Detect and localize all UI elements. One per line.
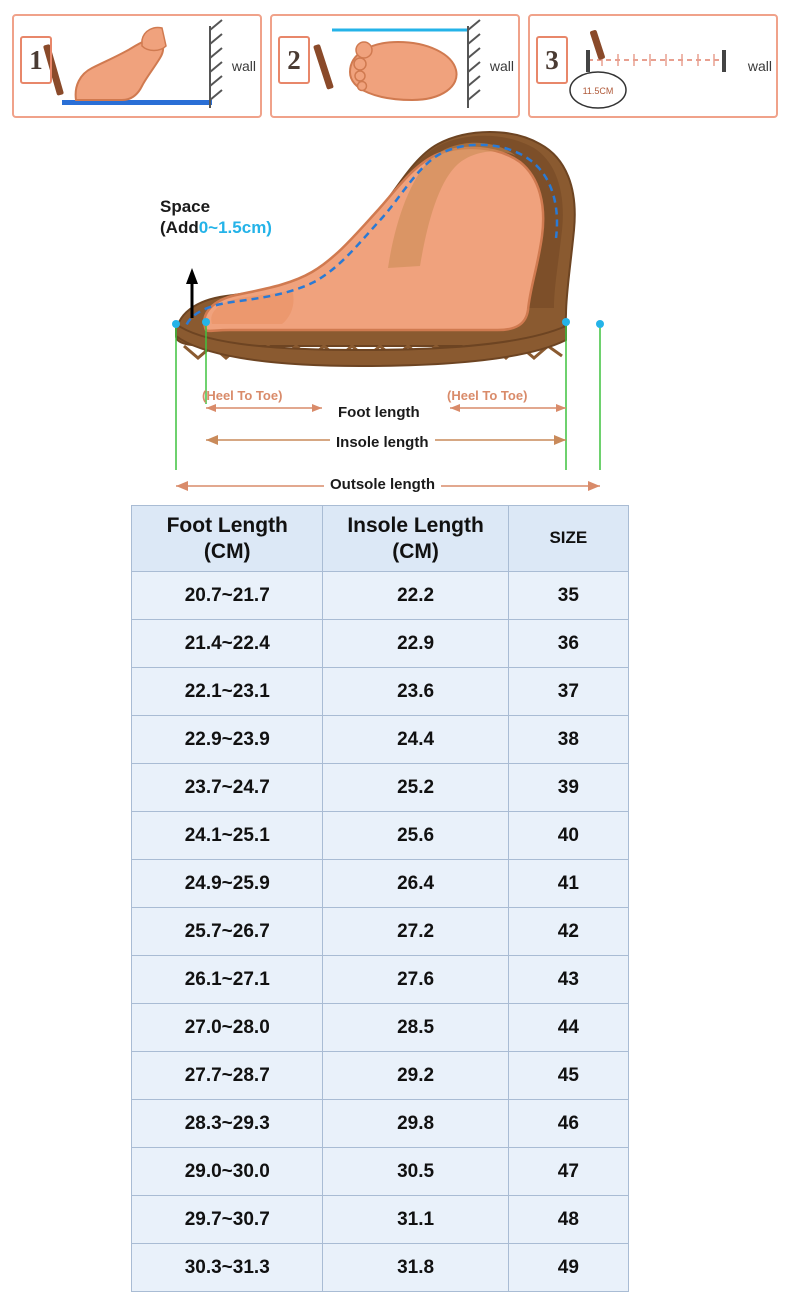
space-label-prefix: (Add <box>160 218 199 238</box>
cell-size: 41 <box>508 860 628 908</box>
measurement-steps-strip <box>12 14 778 118</box>
cell-insole-length: 25.2 <box>323 764 508 812</box>
step-3-ruler-note: 11.5CM <box>582 86 614 96</box>
cell-insole-length: 26.4 <box>323 860 508 908</box>
cell-foot-length: 30.3~31.3 <box>132 1244 323 1292</box>
cell-size: 37 <box>508 668 628 716</box>
cell-foot-length: 29.7~30.7 <box>132 1196 323 1244</box>
table-row <box>132 860 629 908</box>
header-size: SIZE <box>508 506 628 572</box>
table-row <box>132 1004 629 1052</box>
table-row <box>132 1100 629 1148</box>
step-1-wall-label: wall <box>231 58 256 74</box>
step-3-number: 3 <box>536 36 568 84</box>
cell-insole-length: 28.5 <box>323 1004 508 1052</box>
cell-size: 40 <box>508 812 628 860</box>
cell-foot-length: 23.7~24.7 <box>132 764 323 812</box>
cell-size: 39 <box>508 764 628 812</box>
table-row <box>132 716 629 764</box>
cell-foot-length: 28.3~29.3 <box>132 1100 323 1148</box>
cell-size: 43 <box>508 956 628 1004</box>
table-row <box>132 668 629 716</box>
step-2-wall-label: wall <box>489 58 514 74</box>
cell-insole-length: 31.1 <box>323 1196 508 1244</box>
cell-insole-length: 31.8 <box>323 1244 508 1292</box>
step-3-panel <box>528 14 778 118</box>
size-chart-table <box>131 505 629 1292</box>
cell-insole-length: 24.4 <box>323 716 508 764</box>
cell-size: 47 <box>508 1148 628 1196</box>
table-row <box>132 956 629 1004</box>
cell-foot-length: 27.0~28.0 <box>132 1004 323 1052</box>
cell-insole-length: 25.6 <box>323 812 508 860</box>
space-label-line1: Space <box>160 197 211 216</box>
cell-foot-length: 24.1~25.1 <box>132 812 323 860</box>
table-row <box>132 620 629 668</box>
space-annotation <box>160 196 272 239</box>
step-1-panel <box>12 14 262 118</box>
cell-insole-length: 23.6 <box>323 668 508 716</box>
space-label-value: 0~1.5cm) <box>198 218 272 238</box>
cell-foot-length: 29.0~30.0 <box>132 1148 323 1196</box>
cell-size: 45 <box>508 1052 628 1100</box>
insole-length-label: Insole length <box>330 434 435 451</box>
header-insole-length-line1: Insole Length <box>347 514 484 538</box>
cell-insole-length: 29.8 <box>323 1100 508 1148</box>
table-row <box>132 1196 629 1244</box>
header-foot-length <box>132 506 323 572</box>
cell-foot-length: 20.7~21.7 <box>132 572 323 620</box>
step-3-wall-label: wall <box>747 58 772 74</box>
cell-foot-length: 26.1~27.1 <box>132 956 323 1004</box>
cell-foot-length: 25.7~26.7 <box>132 908 323 956</box>
table-row <box>132 572 629 620</box>
cell-size: 35 <box>508 572 628 620</box>
cell-foot-length: 21.4~22.4 <box>132 620 323 668</box>
foot-length-label: Foot length <box>332 404 426 421</box>
cell-size: 49 <box>508 1244 628 1292</box>
table-row <box>132 1244 629 1292</box>
header-foot-length-line2: (CM) <box>203 539 251 563</box>
header-insole-length-line2: (CM) <box>392 539 439 563</box>
size-chart-body <box>132 572 629 1292</box>
cell-foot-length: 24.9~25.9 <box>132 860 323 908</box>
heel-to-toe-left-label: (Heel To Toe) <box>202 388 283 403</box>
step-2-number: 2 <box>278 36 310 84</box>
header-foot-length-line1: Foot Length <box>166 514 288 538</box>
cell-foot-length: 22.9~23.9 <box>132 716 323 764</box>
table-row <box>132 908 629 956</box>
table-row <box>132 812 629 860</box>
cell-insole-length: 27.6 <box>323 956 508 1004</box>
table-row <box>132 1052 629 1100</box>
cell-size: 38 <box>508 716 628 764</box>
step-2-panel <box>270 14 520 118</box>
table-header-row <box>132 506 629 572</box>
cell-size: 48 <box>508 1196 628 1244</box>
cell-size: 46 <box>508 1100 628 1148</box>
outsole-length-label: Outsole length <box>324 476 441 493</box>
cell-insole-length: 22.2 <box>323 572 508 620</box>
cell-insole-length: 30.5 <box>323 1148 508 1196</box>
cell-insole-length: 27.2 <box>323 908 508 956</box>
step-1-number: 1 <box>20 36 52 84</box>
table-row <box>132 764 629 812</box>
cell-size: 36 <box>508 620 628 668</box>
header-insole-length <box>323 506 508 572</box>
cell-insole-length: 29.2 <box>323 1052 508 1100</box>
table-row <box>132 1148 629 1196</box>
cell-foot-length: 27.7~28.7 <box>132 1052 323 1100</box>
cell-size: 42 <box>508 908 628 956</box>
cell-size: 44 <box>508 1004 628 1052</box>
heel-to-toe-right-label: (Heel To Toe) <box>447 388 528 403</box>
cell-foot-length: 22.1~23.1 <box>132 668 323 716</box>
size-chart-header <box>132 506 629 572</box>
cell-insole-length: 22.9 <box>323 620 508 668</box>
